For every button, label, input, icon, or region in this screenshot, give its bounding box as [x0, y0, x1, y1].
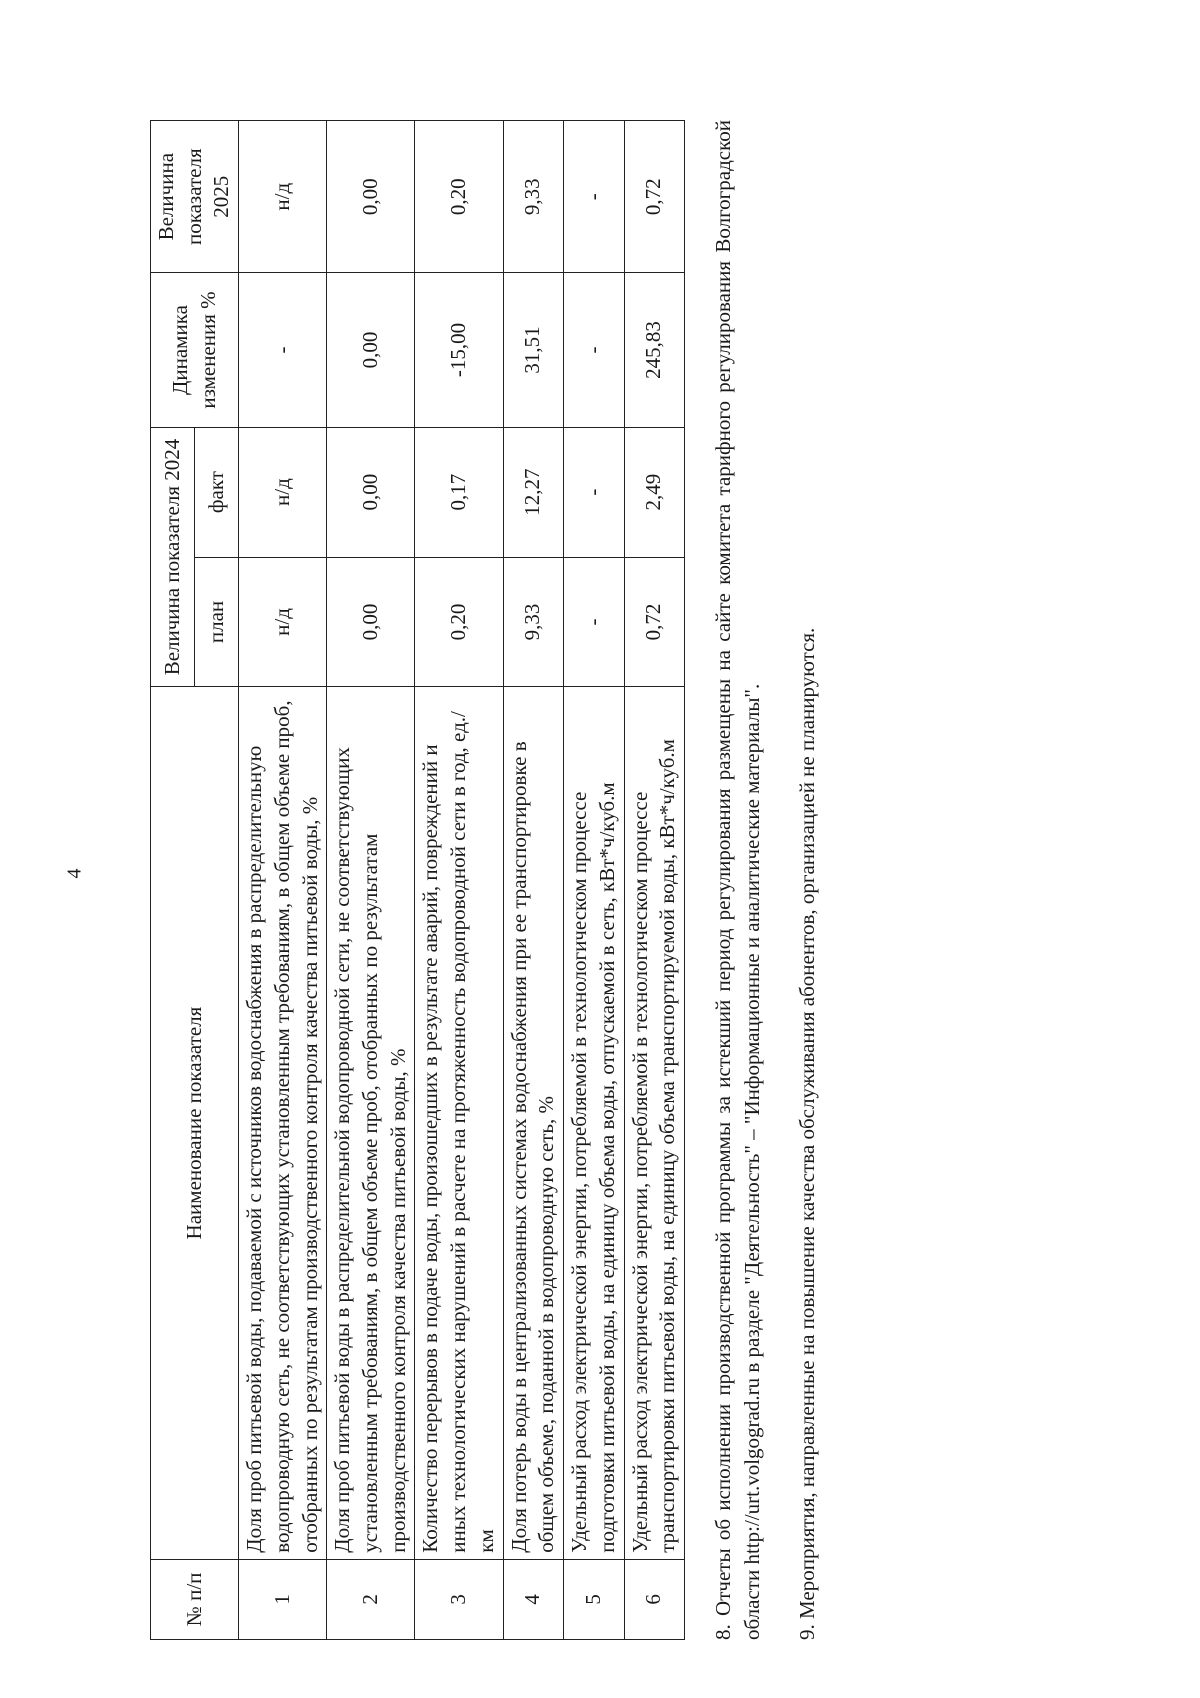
row-num: 5	[564, 1559, 624, 1639]
header-name: Наименование показателя	[151, 687, 239, 1559]
table-row	[503, 121, 563, 1640]
row-plan: -	[564, 557, 624, 687]
page-number: 4	[63, 868, 86, 879]
row-name: Удельный расход электрической энергии, потребляемой в технологическом процессе подготовки питьевой воды, на единицу объема воды, отпускаемой в сеть, кВт*ч/куб.м	[564, 687, 624, 1559]
header-dynamics: Динамика изменения %	[151, 273, 239, 427]
row-num: 1	[239, 1559, 327, 1639]
row-value-2025: 0,00	[327, 121, 415, 273]
row-fact: 12,27	[503, 427, 563, 557]
table-row	[564, 121, 624, 1640]
rotated-landscape-content	[150, 120, 1100, 1640]
table-row	[415, 121, 503, 1640]
row-num: 2	[327, 1559, 415, 1639]
row-dynamics: 245,83	[624, 273, 684, 427]
table-row	[239, 121, 327, 1640]
row-name: Доля потерь воды в централизованных системах водоснабжения при ее транспортировке в общем объеме, поданной в водопроводную сеть, %	[503, 687, 563, 1559]
row-value-2025: 0,20	[415, 121, 503, 273]
row-plan: 0,72	[624, 557, 684, 687]
row-plan: 0,00	[327, 557, 415, 687]
row-dynamics: -	[564, 273, 624, 427]
row-fact: -	[564, 427, 624, 557]
row-fact: н/д	[239, 427, 327, 557]
row-plan: 9,33	[503, 557, 563, 687]
header-value-2025: Величина показателя 2025	[151, 121, 239, 273]
table-row	[327, 121, 415, 1640]
row-name: Количество перерывов в подаче воды, произошедших в результате аварий, повреждений и иных технологических нарушений в расчете на протяженность водопроводной сети в год, ед./км	[415, 687, 503, 1559]
paragraph-8-reports: 8. Отчеты об исполнении производственной программы за истекший период регулирования размещены на сайте комитета тарифного регулирования Волгоградской области http://urt.volgograd.ru в разделе "Деятельность" – "Информационные и аналитические материалы".	[710, 120, 764, 1640]
row-plan: н/д	[239, 557, 327, 687]
table-header-row	[151, 121, 195, 1640]
row-fact: 0,00	[327, 427, 415, 557]
row-num: 3	[415, 1559, 503, 1639]
row-plan: 0,20	[415, 557, 503, 687]
row-value-2025: 0,72	[624, 121, 684, 273]
header-fact: факт	[195, 427, 239, 557]
row-name: Доля проб питьевой воды, подаваемой с источников водоснабжения в распределительную водопроводную сеть, не соответствующих установленным требованиям, в общем объеме проб, отобранных по результатам производственного контроля качества питьевой воды, %	[239, 687, 327, 1559]
header-plan: план	[195, 557, 239, 687]
row-fact: 2,49	[624, 427, 684, 557]
paragraph-9-measures: 9. Мероприятия, направленные на повышение качества обслуживания абонентов, организацией не планируются.	[794, 627, 819, 1640]
row-dynamics: -	[239, 273, 327, 427]
row-num: 4	[503, 1559, 563, 1639]
indicators-table	[150, 120, 685, 1640]
row-name: Удельный расход электрической энергии, потребляемой в технологическом процессе транспортировки питьевой воды, на единицу объема транспортируемой воды, кВт*ч/куб.м	[624, 687, 684, 1559]
row-name: Доля проб питьевой воды в распределительной водопроводной сети, не соответствующих установленным требованиям, в общем объеме проб, отобранных по результатам производственного контроля качества питьевой воды, %	[327, 687, 415, 1559]
row-value-2025: 9,33	[503, 121, 563, 273]
header-value-2024: Величина показателя 2024	[151, 427, 195, 687]
row-num: 6	[624, 1559, 684, 1639]
table-row	[624, 121, 684, 1640]
row-dynamics: 0,00	[327, 273, 415, 427]
header-num: № п/п	[151, 1559, 239, 1639]
row-value-2025: -	[564, 121, 624, 273]
row-dynamics: 31,51	[503, 273, 563, 427]
row-dynamics: -15,00	[415, 273, 503, 427]
row-fact: 0,17	[415, 427, 503, 557]
row-value-2025: н/д	[239, 121, 327, 273]
